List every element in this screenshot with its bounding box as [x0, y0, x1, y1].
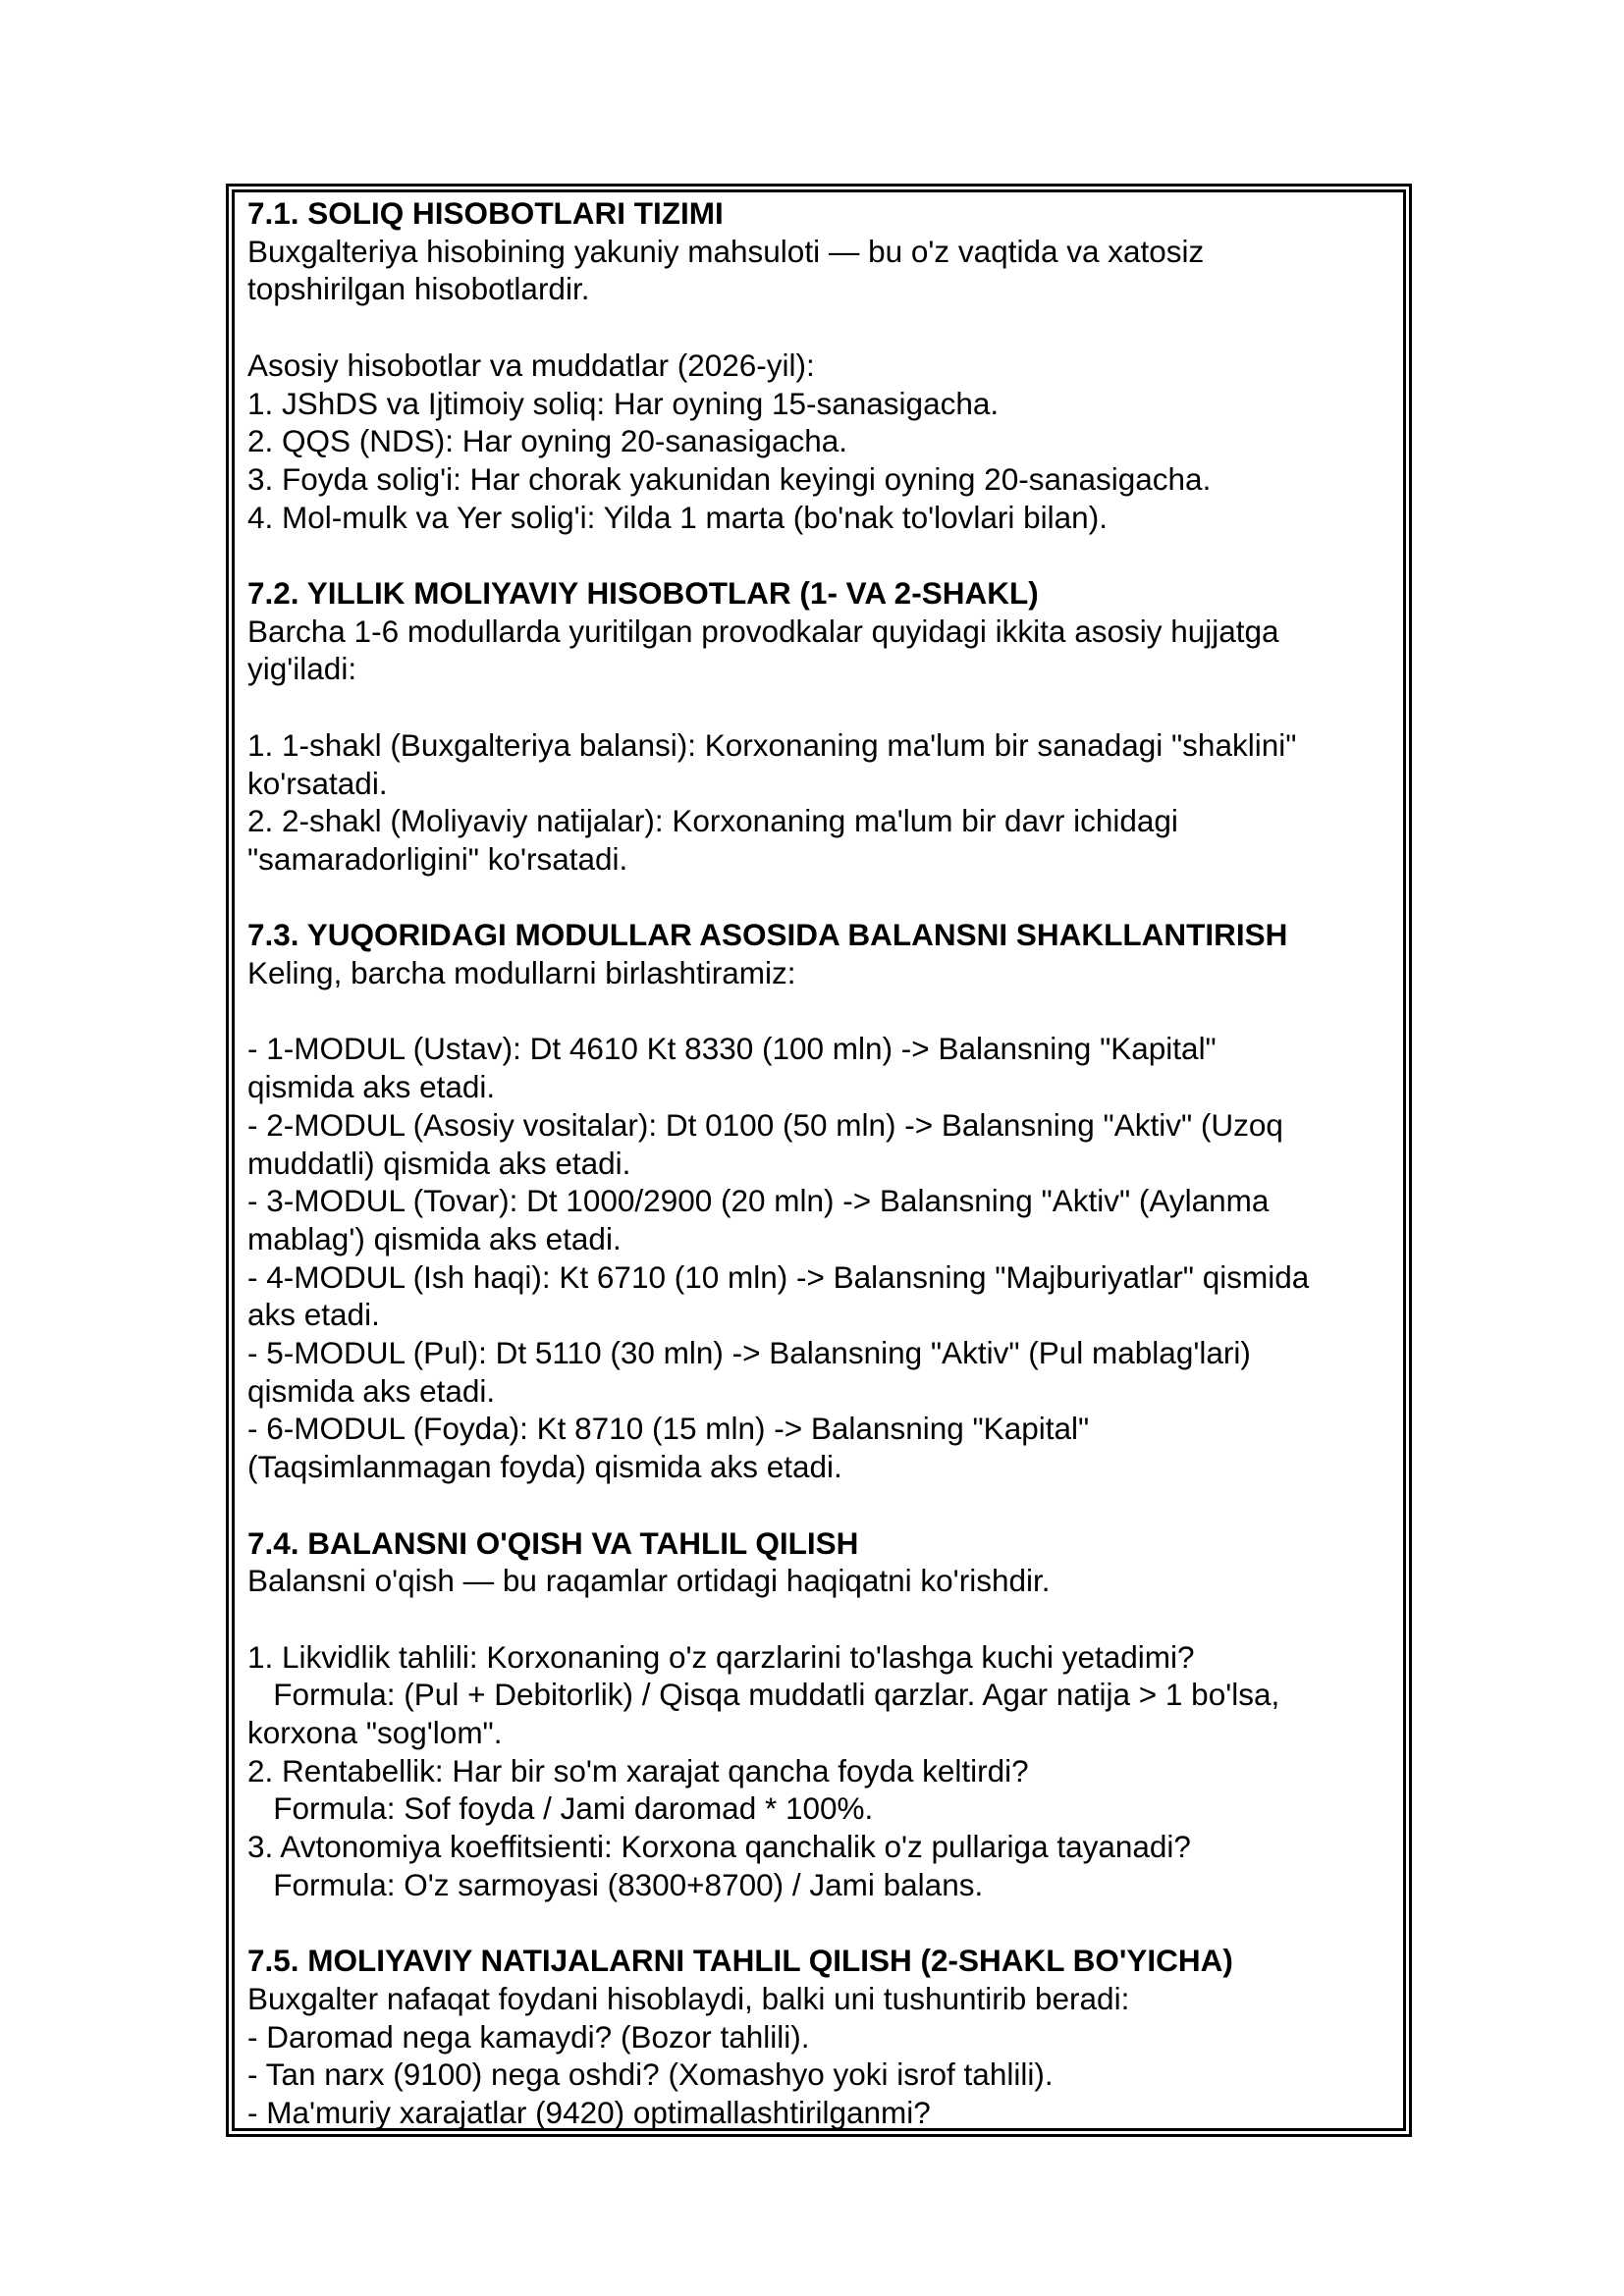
- paragraph: [247, 726, 1396, 879]
- list-item: 2. 2-shakl (Moliyaviy natijalar): Korxonaning ma'lum bir davr ichidagi: [247, 803, 1178, 839]
- list-item: - Ma'muriy xarajatlar (9420) optimallashtirilganmi?: [247, 2095, 931, 2131]
- list-item: - 2-MODUL (Asosiy vositalar): Dt 0100 (50 mln) -> Balansning "Aktiv" (Uzoq: [247, 1106, 1283, 1143]
- list-item: - 1-MODUL (Ustav): Dt 4610 Kt 8330 (100 mln) -> Balansning "Kapital": [247, 1031, 1217, 1067]
- text-line: Keling, barcha modullarni birlashtiramiz:: [247, 955, 796, 990]
- list-item: - 6-MODUL (Foyda): Kt 8710 (15 mln) -> Balansning "Kapital": [247, 1411, 1090, 1447]
- text-line: topshirilgan hisobotlardir.: [247, 271, 590, 307]
- paragraph: [247, 1980, 1396, 2132]
- list-item: 2. QQS (NDS): Har oyning 20-sanasigacha.: [247, 423, 848, 459]
- section-7-1: [247, 194, 1396, 536]
- text-line: korxona "sog'lom".: [247, 1715, 503, 1751]
- formula-line: Formula: O'z sarmoyasi (8300+8700) / Jami balans.: [247, 1866, 984, 1902]
- text-line: yig'iladi:: [247, 651, 357, 687]
- text-line: Buxgalter nafaqat foydani hisoblaydi, balki uni tushuntirib beradi:: [247, 1980, 1130, 2016]
- list-item: - 3-MODUL (Tovar): Dt 1000/2900 (20 mln) -> Balansning "Aktiv" (Aylanma: [247, 1183, 1270, 1219]
- list-item: - Daromad nega kamaydi? (Bozor tahlili).: [247, 2018, 810, 2055]
- section-heading: 7.4. BALANSNI O'QISH VA TAHLIL QILISH: [247, 1524, 859, 1561]
- formula-line: Formula: (Pul + Debitorlik) / Qisqa muddatli qarzlar. Agar natija > 1 bo'lsa,: [247, 1677, 1280, 1713]
- paragraph: [247, 1638, 1396, 1904]
- section-7-2: [247, 574, 1396, 879]
- section-7-5: [247, 1942, 1396, 2132]
- section-7-4: [247, 1524, 1396, 1904]
- list-item: 4. Mol-mulk va Yer solig'i: Yilda 1 marta (bo'nak to'lovlari bilan).: [247, 499, 1108, 535]
- text-line: aks etadi.: [247, 1297, 380, 1333]
- list-item: - 4-MODUL (Ish haqi): Kt 6710 (10 mln) -> Balansning "Majburiyatlar" qismida: [247, 1258, 1310, 1295]
- list-item: 3. Foyda solig'i: Har chorak yakunidan keyingi oyning 20-sanasigacha.: [247, 460, 1212, 497]
- text-line: qismida aks etadi.: [247, 1372, 496, 1409]
- section-heading: 7.1. SOLIQ HISOBOTLARI TIZIMI: [247, 195, 724, 231]
- section-7-3: [247, 916, 1396, 1486]
- text-line: Balansni o'qish — bu raqamlar ortidagi haqiqatni ko'rishdir.: [247, 1563, 1051, 1599]
- text-line: Barcha 1-6 modullarda yuritilgan provodkalar quyidagi ikkita asosiy hujjatga: [247, 613, 1279, 649]
- text-line: Asosiy hisobotlar va muddatlar (2026-yil):: [247, 347, 815, 383]
- text-line: Buxgalteriya hisobining yakuniy mahsuloti — bu o'z vaqtida va xatosiz: [247, 233, 1205, 269]
- text-line: qismida aks etadi.: [247, 1069, 496, 1105]
- list-item: - 5-MODUL (Pul): Dt 5110 (30 mln) -> Balansning "Aktiv" (Pul mablag'lari): [247, 1335, 1251, 1371]
- list-item: - Tan narx (9100) nega oshdi? (Xomashyo yoki isrof tahlili).: [247, 2056, 1054, 2093]
- paragraph: [247, 1562, 1396, 1600]
- list-item: 2. Rentabellik: Har bir so'm xarajat qancha foyda keltirdi?: [247, 1752, 1029, 1789]
- section-heading: 7.2. YILLIK MOLIYAVIY HISOBOTLAR (1- VA 2-SHAKL): [247, 575, 1039, 611]
- text-line: muddatli) qismida aks etadi.: [247, 1145, 631, 1181]
- section-heading: 7.3. YUQORIDAGI MODULLAR ASOSIDA BALANSNI SHAKLLANTIRISH: [247, 917, 1288, 953]
- paragraph: [247, 613, 1396, 688]
- document-body: [247, 194, 1396, 2132]
- paragraph: [247, 1030, 1396, 1485]
- list-item: 1. JShDS va Ijtimoiy soliq: Har oyning 15-sanasigacha.: [247, 385, 1000, 421]
- text-line: "samaradorligini" ko'rsatadi.: [247, 840, 628, 877]
- paragraph: [247, 233, 1396, 308]
- text-line: (Taqsimlanmagan foyda) qismida aks etadi.: [247, 1449, 842, 1485]
- text-line: mablag') qismida aks etadi.: [247, 1220, 622, 1256]
- text-line: ko'rsatadi.: [247, 765, 388, 801]
- formula-line: Formula: Sof foyda / Jami daromad * 100%.: [247, 1790, 874, 1827]
- list-item: 1. 1-shakl (Buxgalteriya balansi): Korxonaning ma'lum bir sanadagi "shaklini": [247, 726, 1297, 763]
- paragraph: [247, 954, 1396, 992]
- paragraph: [247, 347, 1396, 537]
- list-item: 3. Avtonomiya koeffitsienti: Korxona qanchalik o'z pullariga tayanadi?: [247, 1829, 1191, 1865]
- section-heading: 7.5. MOLIYAVIY NATIJALARNI TAHLIL QILISH (2-SHAKL BO'YICHA): [247, 1943, 1233, 1979]
- list-item: 1. Likvidlik tahlili: Korxonaning o'z qarzlarini to'lashga kuchi yetadimi?: [247, 1638, 1195, 1675]
